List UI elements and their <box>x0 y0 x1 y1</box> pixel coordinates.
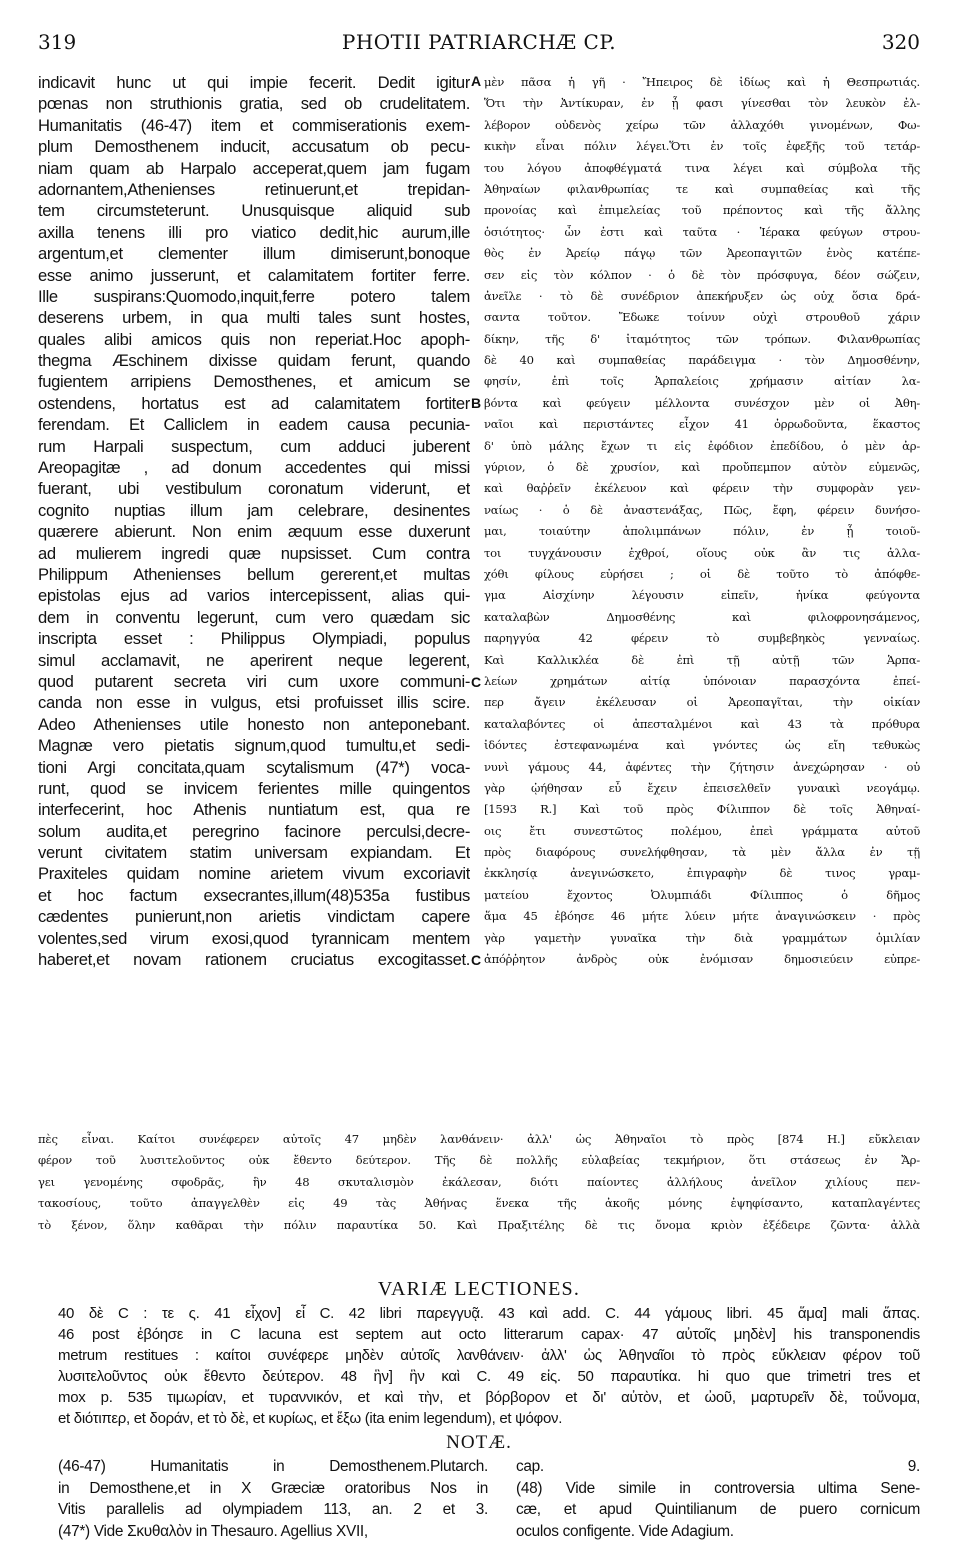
latin-text-line: tioni Argi concitata,quam scytalismum (47*) voca- <box>38 757 470 778</box>
section-marker-a: A <box>471 73 481 89</box>
greek-text-line: γύριον, ὁ δὲ χρυσίον, καὶ προὔπεμπον αὐτὸν εὐμενῶς, <box>484 457 920 478</box>
greek-text-line: τακοσίους, τοῦτο ἀπαγγελθὲν εἰς 49 τὰς Ἀθήνας ἕνεκα τῆς ἀκοῆς μόνης ἐψηφίσαντο, καταπλαγέντες <box>38 1193 920 1214</box>
notes-left-column <box>58 1456 488 1542</box>
greek-text-line: λέβορον οὐδενὸς χείρω τῶν ἀλλαχόθι γινομένων, Φω- <box>484 115 920 136</box>
greek-text-line: ὁσιότητος· ὧν ἐστι καὶ ταῦτα · Ἱέρακα φεύγων στρου- <box>484 222 920 243</box>
notae-heading: NOTÆ. <box>38 1432 920 1454</box>
greek-text-line: του λόγου ἀποφθέγματά τινα λέγει καὶ σύμβολα τῆς <box>484 158 920 179</box>
running-header <box>38 30 920 60</box>
latin-text-line: Humanitatis (46-47) item et commiserationis exem- <box>38 115 470 136</box>
greek-text-line: δ' ὑπὸ μάλης ἔχων τι εἰς ἐφόδιον ἐπεδίδου, ὁ μὲν ἀρ- <box>484 436 920 457</box>
greek-text-line: ἐκκλησίᾳ ἀνεγινώσκετο, ἐπιγραφὴν δὲ τινος γραμ- <box>484 863 920 884</box>
latin-text-line: runt, quod se invicem ferientes mille quingentos <box>38 778 470 799</box>
greek-text-line: κικὴν εἶναι πόλιν λέγει.Ὅτι ἐν τοῖς ἐφεξῆς τοῦ τετάρ- <box>484 136 920 157</box>
note-line: in Demosthene,et in X Græciæ oratoribus Nos in <box>58 1478 488 1500</box>
latin-text-line: Ille suspirans:Quomodo,inquit,ferre potero talem <box>38 286 470 307</box>
greek-text-line: Ἀθηναίων φιλανθρωπίας τε καὶ συμπαθείας καὶ τῆς <box>484 179 920 200</box>
latin-text-line: dem in conventu legerunt, cum vero quædam sic <box>38 607 470 628</box>
note-line: (46-47) Humanitatis in Demosthenem.Plutarch. <box>58 1456 488 1478</box>
latin-text-line: fuerant, ubi vestibulum coronatum viderunt, et <box>38 478 470 499</box>
latin-text-line: cædentes punierunt,non arietis vindictam capere <box>38 906 470 927</box>
latin-text-line: adornantem,Athenienses retinuerunt,et trepidan- <box>38 179 470 200</box>
latin-text-line: Philippum Athenienses bellum gererent,et multas <box>38 564 470 585</box>
latin-text-line: axilla tenens illi pro viatico dedit,hic aurum,ille <box>38 222 470 243</box>
greek-text-line: ναῖοι καὶ περιστάντες εἶχον 41 ὀρρωδοῦντα, ἕκαστος <box>484 414 920 435</box>
variant-reading-line: 46 post ἐβόησε in C lacuna est septem aut octo litterarum capax· 47 αὐτοῖς μηδὲν] his transponendis <box>58 1324 920 1345</box>
variant-reading-line: metrum restitues : καίτοι συνέφερε μηδὲν αὐτοῖς λανθάνειν· ἀλλ' ὡς Ἀθηναῖοι τὸ πρὸς εὔκλειαν φέρον τοῦ <box>58 1345 920 1366</box>
variant-reading-line: et διότιπερ, et δοράν, et τὸ δὲ, et κυρίως, et ἔξω (ita enim legendum), et ψόφον. <box>58 1408 920 1429</box>
greek-text-line: γὰρ γαμετὴν γυναῖκα τὴν διὰ γραμμάτων ὁμιλίαν <box>484 928 920 949</box>
greek-text-line: νυνὶ γάμους 44, ἀφέντες τὴν ζήτησιν ἀνεχώρησαν · οὐ <box>484 757 920 778</box>
greek-text-line: γὰρ ᾠήθησαν εὖ ἔχειν ἐπεισελθεῖν γυναικὶ νεογάμῳ. <box>484 778 920 799</box>
greek-text-line: βόντα καὶ φεύγειν μέλλοντα συνέσχον μὲν οἱ Ἀθη- <box>484 393 920 414</box>
greek-text-line: ἀνεῖλε · τὸ δὲ συνέδριον ἀπεκήρυξεν ὡς οὐχ ὅσια δρά- <box>484 286 920 307</box>
greek-text-line: ἅμα 45 ἐβόησε 46 μήτε λύειν μήτε ἀναγινώσκειν · πρὸς <box>484 906 920 927</box>
greek-text-line: φησίν, ἐπὶ τοῖς Ἁρπαλείοις χρήμασιν αἰτίαν λα- <box>484 371 920 392</box>
greek-text-line: οις ἔτι συνεστῶτος πολέμου, ἐπεὶ γράμματα αὐτοῦ <box>484 821 920 842</box>
latin-text-line: Areopagitæ , ad donum accedentes qui missi <box>38 457 470 478</box>
greek-text-line: τὸ ξένον, ὅλην καθᾶραι τὴν πόλιν παραυτίκα 50. Καὶ Πραξιτέλης δὲ τις ὄνομα κριὸν ἐξέδειρε ζῶντα· ἀλλὰ <box>38 1215 920 1236</box>
greek-text-line: καταλαβὼν Δημοσθένης καὶ φιλοφρονησάμενος, <box>484 607 920 628</box>
note-line: (48) Vide simile in controversia ultima Sene- <box>516 1478 920 1500</box>
greek-text-line: πρὸς διαφόρους συνελήφθησαν, τὰ μὲν ἄλλα ἐν τῇ <box>484 842 920 863</box>
greek-text-line: [1593 R.] Καὶ τοῦ πρὸς Φίλιππον δὲ τοῖς Ἀθηναί- <box>484 799 920 820</box>
greek-text-line: παρηγγύα 42 φέρειν τὸ συμβεβηκὸς γενναίως. <box>484 628 920 649</box>
latin-text-line: Adeo Athenienses utile honesto non anteponebant. <box>38 714 470 735</box>
greek-text-line: γει γενομένης σφοδρᾶς, ἣν 48 σκυταλισμὸν ἐκάλεσαν, διότι παίοντες ἀλλήλους ἀνεῖλον χιλίους πεν- <box>38 1172 920 1193</box>
greek-text-line: ματείου ἔχοντος Ὀλυμπιάδι Φίλιππος ὁ δῆμος <box>484 885 920 906</box>
greek-text-line: τοι τυγχάνουσιν ἐχθροί, οἵους οὐκ ἂν τις ἀλλα- <box>484 543 920 564</box>
note-line: (47*) Vide Σκυθαλὸν in Thesauro. Agellius XVII, <box>58 1521 488 1542</box>
greek-text-line: προνοίας καὶ ἐπιμελείας τοῦ πρέποντος καὶ τῆς ἄλλης <box>484 200 920 221</box>
page-number-right: 320 <box>882 30 920 54</box>
latin-text-line: epistolas ejus ad varios intercepissent, alias qui- <box>38 585 470 606</box>
variae-lectiones <box>58 1303 920 1429</box>
greek-text-line: θὸς ἐν Ἀρείῳ πάγῳ τῶν Ἀρεοπαγιτῶν ἑνὸς κατέπε- <box>484 243 920 264</box>
latin-text-line: plum Demosthenem inducit, accusatum ob pecu- <box>38 136 470 157</box>
latin-text-line: pœnas non struthionis gratia, sed ob crudelitatem. <box>38 93 470 114</box>
latin-text-line: canda non esse in vulgus, etsi profuisset illis scire. <box>38 692 470 713</box>
latin-text-line: tem circumsteterunt. Unusquisque aliquid sub <box>38 200 470 221</box>
latin-text-line: ostendens, hortatus est ad calamitatem fortiter <box>38 393 470 414</box>
section-marker-c: C <box>471 674 481 690</box>
greek-text-line: λείων χρημάτων αἰτίᾳ ὑπόνοιαν παρασχόντα ἐπεί- <box>484 671 920 692</box>
note-line: cæ, et apud Quintilianum de puero cornicum <box>516 1499 920 1521</box>
note-line: oculos configente. Vide Adagium. <box>516 1521 920 1542</box>
latin-text-line: niam quam ab Harpalo acceperat,quem jam fugam <box>38 158 470 179</box>
note-line: Vitis parallelis ad olympiadem 113, an. 2 et 3. <box>58 1499 488 1521</box>
greek-text-line: γμα Αἰσχίνην λέγουσιν εἰπεῖν, ἡνίκα φεύγοντα <box>484 585 920 606</box>
variae-lectiones-heading: VARIÆ LECTIONES. <box>38 1278 920 1301</box>
latin-text-line: interfecerint, hoc Athenis nuntiatum est, qua re <box>38 799 470 820</box>
section-marker-b: B <box>471 395 481 411</box>
latin-text-line: volentes,sed virum exosi,quod tyrannicam mentem <box>38 928 470 949</box>
latin-text-line: argentum,et clementer illum dimiserunt,bonoque <box>38 243 470 264</box>
full-width-greek <box>38 1129 920 1236</box>
latin-text-line: esse animo jusserunt, et calamitatem fortiter ferre. <box>38 265 470 286</box>
note-line: cap. 9. <box>516 1456 920 1478</box>
greek-column <box>484 72 920 970</box>
latin-text-line: Praxiteles quidam nomine arietem vivum excoriavit <box>38 863 470 884</box>
greek-text-line: μὲν πᾶσα ἡ γῆ · Ἤπειρος δὲ ἰδίως καὶ ἡ Θεσπρωτιάς. <box>484 72 920 93</box>
latin-text-line: verunt civitatem statim universam expiandam. Et <box>38 842 470 863</box>
latin-text-line: solum audita,et peregrino facinore perculsi,decre- <box>38 821 470 842</box>
greek-text-line: δὲ 40 καὶ συμπαθείας παράδειγμα · τὸν Δημοσθένην, <box>484 350 920 371</box>
greek-text-line: Ὅτι τὴν Ἀντίκυραν, ἐν ᾗ φασι γίνεσθαι τὸν λευκὸν ἐλ- <box>484 93 920 114</box>
latin-text-line: rum Harpali suspectum, cum adduci juberent <box>38 436 470 457</box>
greek-text-line: Καὶ Καλλικλέα δὲ ἐπὶ τῇ αὐτῇ τῶν Ἁρπα- <box>484 650 920 671</box>
latin-text-line: quærere abierunt. Non enim æquum esse duxerunt <box>38 521 470 542</box>
page-number-left: 319 <box>38 30 76 54</box>
latin-text-line: cognito nuptias illum jam celebrare, desinentes <box>38 500 470 521</box>
variant-reading-line: mox p. 535 τιμωρίαν, et τυραννικόν, et καὶ τὴν, et βόρβορον et δι' αὐτὸν, et ὠοῦ, μαρτυρεῖν δὲ, τοὔνομα, <box>58 1387 920 1408</box>
greek-text-line: καταλαβόντες οἱ ἀπεσταλμένοι καὶ 43 τὰ πρόθυρα <box>484 714 920 735</box>
latin-text-line: ferendam. Et Calliclem in eadem causa pecunia- <box>38 414 470 435</box>
page-title: PHOTII PATRIARCHÆ CP. <box>38 30 920 54</box>
greek-text-line: ἰδόντες ἐστεφανωμένα καὶ γνόντες ὡς εἴη τεθυκὼς <box>484 735 920 756</box>
latin-text-line: deserens urbem, in qua multi tales sunt hostes, <box>38 307 470 328</box>
greek-text-line: περ ἄγειν ἐκέλευσαν οἱ Ἀρεοπαγῖται, τὴν οἰκίαν <box>484 692 920 713</box>
variant-reading-line: λυσιτελοῦντος οὐκ ἔθεντο δεύτερον. 48 ἣν] ἣν καὶ C. 49 εἰς. 50 παραυτίκα. hi quo que trimetri tres et <box>58 1366 920 1387</box>
two-column-body <box>38 72 920 1175</box>
variant-reading-line: 40 δὲ C : τε ς. 41 εἶχον] εἶ C. 42 libri παρεγγυᾷ. 43 καὶ add. C. 44 γάμους libri. 45 ἅμα] mali ἅπας. <box>58 1303 920 1324</box>
latin-text-line: fugientem arripiens Demosthenes, et amicum se <box>38 371 470 392</box>
latin-text-line: thegma Æschinem dixisse quidam ferunt, quando <box>38 350 470 371</box>
greek-text-line: μαι, τοιαύτην ἀπολιμπάνων πόλιν, ἐν ᾗ τοιοῦ- <box>484 521 920 542</box>
section-marker-c-second: C <box>471 952 481 968</box>
greek-text-line: δίκην, τῆς δ' ἰταμότητος τῶν τρόπων. Φιλανθρωπίας <box>484 329 920 350</box>
greek-text-line: χόθι φίλους εὑρήσει ; οἱ δὲ τοῦτο τὸ ἀπόφθε- <box>484 564 920 585</box>
latin-text-line: indicavit hunc ut qui impie fecerit. Dedit igitur <box>38 72 470 93</box>
greek-text-line: καὶ θαῤῥεῖν ἐκέλευον καὶ φέρειν τὴν συμφορὰν γεν- <box>484 478 920 499</box>
latin-text-line: quales alibi amicos quis non reperiat.Hoc apoph- <box>38 329 470 350</box>
latin-text-line: et hoc factum exsecrantes,illum(48)535a fustibus <box>38 885 470 906</box>
latin-text-line: simul acclamavit, ne aperirent neque legerent, <box>38 650 470 671</box>
latin-text-line: ad mulierem ingredi quæ nupsisset. Cum contra <box>38 543 470 564</box>
latin-text-line: inscripta esset : Philippus Olympiadi, populus <box>38 628 470 649</box>
greek-text-line: σαντα τοῦτον. Ἔδωκε τοίνυν οὐχὶ στρουθοῦ χάριν <box>484 307 920 328</box>
greek-text-line: πὲς εἶναι. Καίτοι συνέφερεν αὐτοῖς 47 μηδὲν λανθάνειν· ἀλλ' ὡς Ἀθηναῖοι τὸ πρὸς [874 H.] εὔκλειαν <box>38 1129 920 1150</box>
latin-text-line: Magnæ vero pietatis signum,quod tumultu,et sedi- <box>38 735 470 756</box>
latin-column <box>38 72 470 970</box>
page <box>38 30 920 1175</box>
greek-text-line: ναίως · ὁ δὲ ἀναστενάξας, Πῶς, ἔφη, φέρειν δυνήσο- <box>484 500 920 521</box>
greek-text-line: σεν εἰς τὸν κόλπον · ὁ δὲ τὸν πρόσφυγα, δέον σώζειν, <box>484 265 920 286</box>
greek-text-line: φέρον τοῦ λυσιτελοῦντος οὐκ ἔθεντο δεύτερον. Τῆς δὲ πολλῆς εὐλαβείας τεκμήριον, ὅτι στάσεως ἐν Ἄρ- <box>38 1150 920 1171</box>
latin-text-line: haberet,et novam rationem cruciatus excogitasset. <box>38 949 470 970</box>
greek-text-line: ἀπόῤῥητον ἀνδρὸς οὐκ ἐνόμισαν δημοσιεύειν εὐπρε- <box>484 949 920 970</box>
latin-text-line: quod putarent secreta viri cum uxore communi- <box>38 671 470 692</box>
notes-right-column <box>516 1456 920 1542</box>
